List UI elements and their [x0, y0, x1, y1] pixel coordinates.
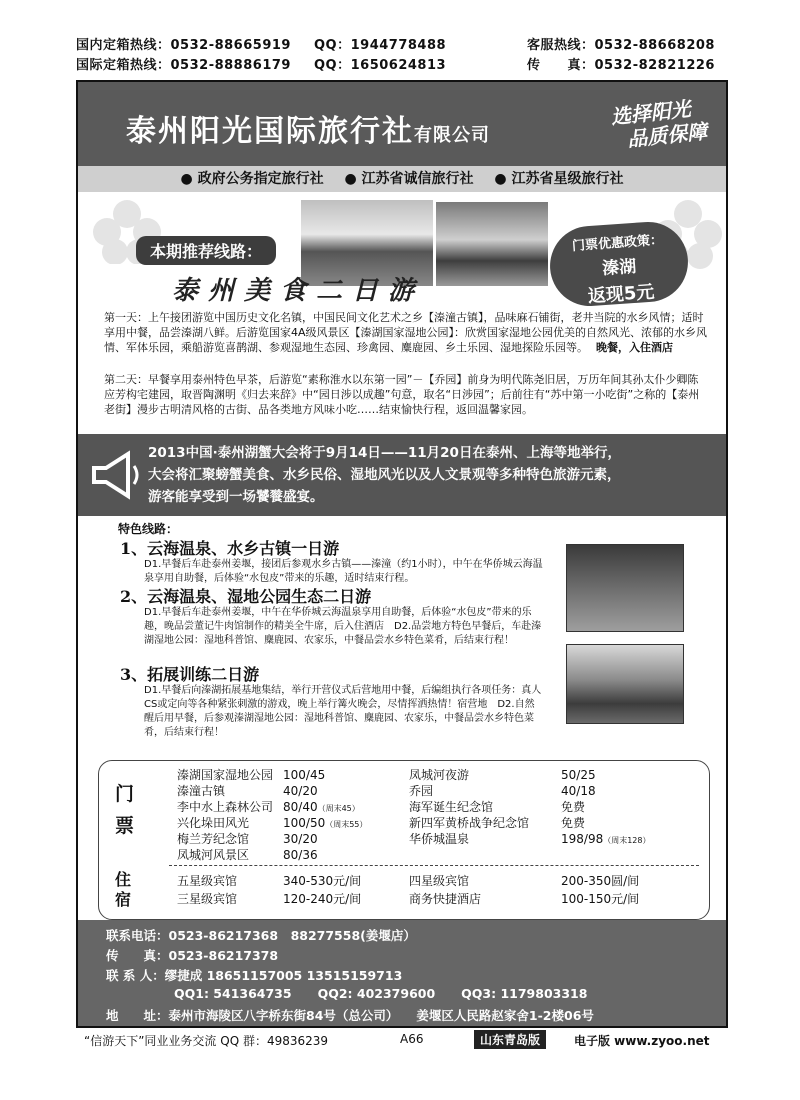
qq-1: QQ：1944778488 — [314, 38, 447, 53]
route-2-desc: D1.早餐后车赴泰州姜堰，中午在华侨城云海温泉享用自助餐，后体验“水包皮”带来的乐趣，晚品尝董记牛肉馆制作的精美全牛席，后入住酒店 D2.品尝地方特色早餐后，车赴溱湖湿地公园：湿地科普馆、麋鹿园、农家乐，中餐品尝水乡特色菜肴，后结束行程！ — [144, 607, 542, 646]
qualification-bar — [78, 166, 726, 192]
fax-line: 传 真：0532-82821226 — [527, 58, 715, 73]
company-banner — [78, 82, 726, 166]
tickets-hotels-box — [98, 760, 710, 920]
itinerary-day2: 第二天：早餐享用泰州特色早茶，后游览“素称淮水以东第一园”－【乔园】前身为明代陈尧旧居，万历年间其孙太仆少卿陈应芳构宅建园，取晋陶渊明《归去来辞》中“园日涉以成趣”句意，取名“日涉园”；后前往有“苏中第一小吃街”之称的【泰州老街】漫步古明清风格的古街、品各类地方风味小吃……结束愉快行程，返回温馨家园。 — [104, 373, 700, 416]
hotels-label: 宿 — [115, 890, 132, 909]
route-1-desc: D1.早餐后车赴泰州姜堰，接团后参观水乡古镇——溱潼（约1小时），中午在华侨城云海温泉享用自助餐，后体验“水包皮”带来的乐趣，适时结束行程。 — [144, 559, 543, 584]
route-3-desc: D1.早餐后向溱湖拓展基地集结，举行开营仪式后营地用中餐，后编组执行各项任务：真人CS或定向等各种紧张刺激的游戏，晚上举行篝火晚会，尽情挥洒热情！宿营地 D2.自然醒后用早餐，后参观溱湖湿地公园：湿地科普馆、麋鹿园、农家乐，中餐品尝水乡特色菜肴，后结束行程！ — [144, 685, 542, 738]
route-2-title: 2、云海温泉、湿地公园生态二日游 — [120, 587, 372, 606]
ticket-row: 溱湖国家湿地公园 100/45 — [177, 768, 326, 782]
hotels-label: 住 — [115, 870, 132, 889]
domestic-hotline: 国内定箱热线：0532-88665919 — [76, 38, 291, 53]
contact-block — [78, 920, 726, 1026]
contact-phone: 联系电话：0523-86217368 88277558(姜堰店） — [106, 928, 416, 943]
hotel-row: 四星级宾馆 200-350圆/间 — [409, 874, 640, 888]
hotel-row: 商务快捷酒店 100-150元/间 — [409, 892, 640, 906]
intl-hotline: 国际定箱热线：0532-88886179 — [76, 58, 291, 73]
ticket-row: 新四军黄桥战争纪念馆 免费 — [409, 816, 586, 830]
tickets-label: 门 — [115, 783, 135, 805]
ad-frame — [76, 80, 728, 1028]
ticket-row: 兴化垛田风光 100/50（周末55） — [177, 816, 368, 830]
footer-group: “信游天下”同业业务交流 QQ 群：49836239 — [84, 1034, 329, 1048]
company-name: 泰州阳光国际旅行社有限公司 — [126, 114, 490, 149]
slogan: 选择阳光 品质保障 — [609, 96, 709, 152]
ticket-row: 凤城河夜游 50/25 — [409, 768, 596, 782]
qualification-item: ● 政府公务指定旅行社 — [180, 171, 324, 187]
ticket-row: 梅兰芳纪念馆 30/20 — [177, 832, 318, 846]
page-number: A66 — [400, 1032, 424, 1046]
website[interactable]: 电子版 www.zyoo.net — [574, 1034, 710, 1048]
tickets-label: 票 — [115, 815, 135, 837]
route-3-title: 3、拓展训练二日游 — [120, 665, 260, 684]
ticket-row: 凤城河风景区 80/36 — [177, 848, 318, 862]
ticket-row: 李中水上森林公司 80/40（周末45） — [177, 800, 360, 814]
qualification-item: ● 江苏省诚信旅行社 — [344, 171, 474, 187]
contact-fax: 传 真：0523-86217378 — [106, 948, 279, 963]
contact-person: 联 系 人：缪捷成 18651157005 13515159713 — [106, 968, 403, 983]
ticket-row: 海军诞生纪念馆 免费 — [409, 800, 586, 814]
contact-address: 地 址：泰州市海陵区八字桥东街84号（总公司） 姜堰区人民路赵家舍1-2楼06号 — [106, 1008, 594, 1023]
garden-gate-photo — [566, 644, 684, 724]
route-title: 泰州美食二日游 — [172, 276, 425, 306]
service-hotline: 客服热线：0532-88668208 — [527, 38, 715, 53]
crab-festival-banner: 2013中国·泰州湖蟹大会将于9月14日——11月20日在泰州、上海等地举行， 大会将汇聚螃蟹美食、水乡民俗、湿地风光以及人文景观等多种特色旅游元素， 游客能享受到一场饕餮盛宴。 — [78, 434, 726, 516]
special-routes-label: 特色线路： — [118, 522, 179, 536]
divider — [169, 865, 699, 866]
hot-spring-photo — [566, 544, 684, 632]
itinerary-day1: 第一天：上午接团游览中国历史文化名镇，中国民间文化艺术之乡【溱潼古镇】，品味麻石铺街，老井当院的水乡风情；适时享用中餐，品尝溱湖八鲜。后游览国家4A级风景区【溱湖国家湿地公园】：欣赏国家湿地公园优美的自然风光、浓郁的水乡风情、军体乐园，乘船游览喜鹊湖、参观湿地生态园、珍禽园、麋鹿园、乡土乐园、湿地探险乐园等。 晚餐，入住酒店 — [104, 311, 708, 354]
recommend-label: 本期推荐线路： — [136, 236, 276, 265]
ticket-offer-badge: 门票优惠政策： 溱湖 返现5元 — [547, 219, 690, 308]
edition-badge: 山东青岛版 — [474, 1030, 546, 1049]
route-1-title: 1、云海温泉、水乡古镇一日游 — [120, 539, 340, 558]
hotel-row: 三星级宾馆 120-240元/间 — [177, 892, 362, 906]
ticket-row: 溱潼古镇 40/20 — [177, 784, 318, 798]
lake-scenery-photo — [436, 202, 548, 286]
hotel-row: 五星级宾馆 340-530元/间 — [177, 874, 362, 888]
ticket-row: 乔园 40/18 — [409, 784, 596, 798]
qualification-item: ● 江苏省星级旅行社 — [494, 171, 624, 187]
qq-2: QQ：1650624813 — [314, 58, 447, 73]
megaphone-icon — [88, 448, 144, 502]
ticket-row: 华侨城温泉 198/98（周末128） — [409, 832, 651, 846]
contact-qq: QQ1: 541364735 QQ2: 402379600 QQ3: 1179803318 — [174, 986, 588, 1001]
